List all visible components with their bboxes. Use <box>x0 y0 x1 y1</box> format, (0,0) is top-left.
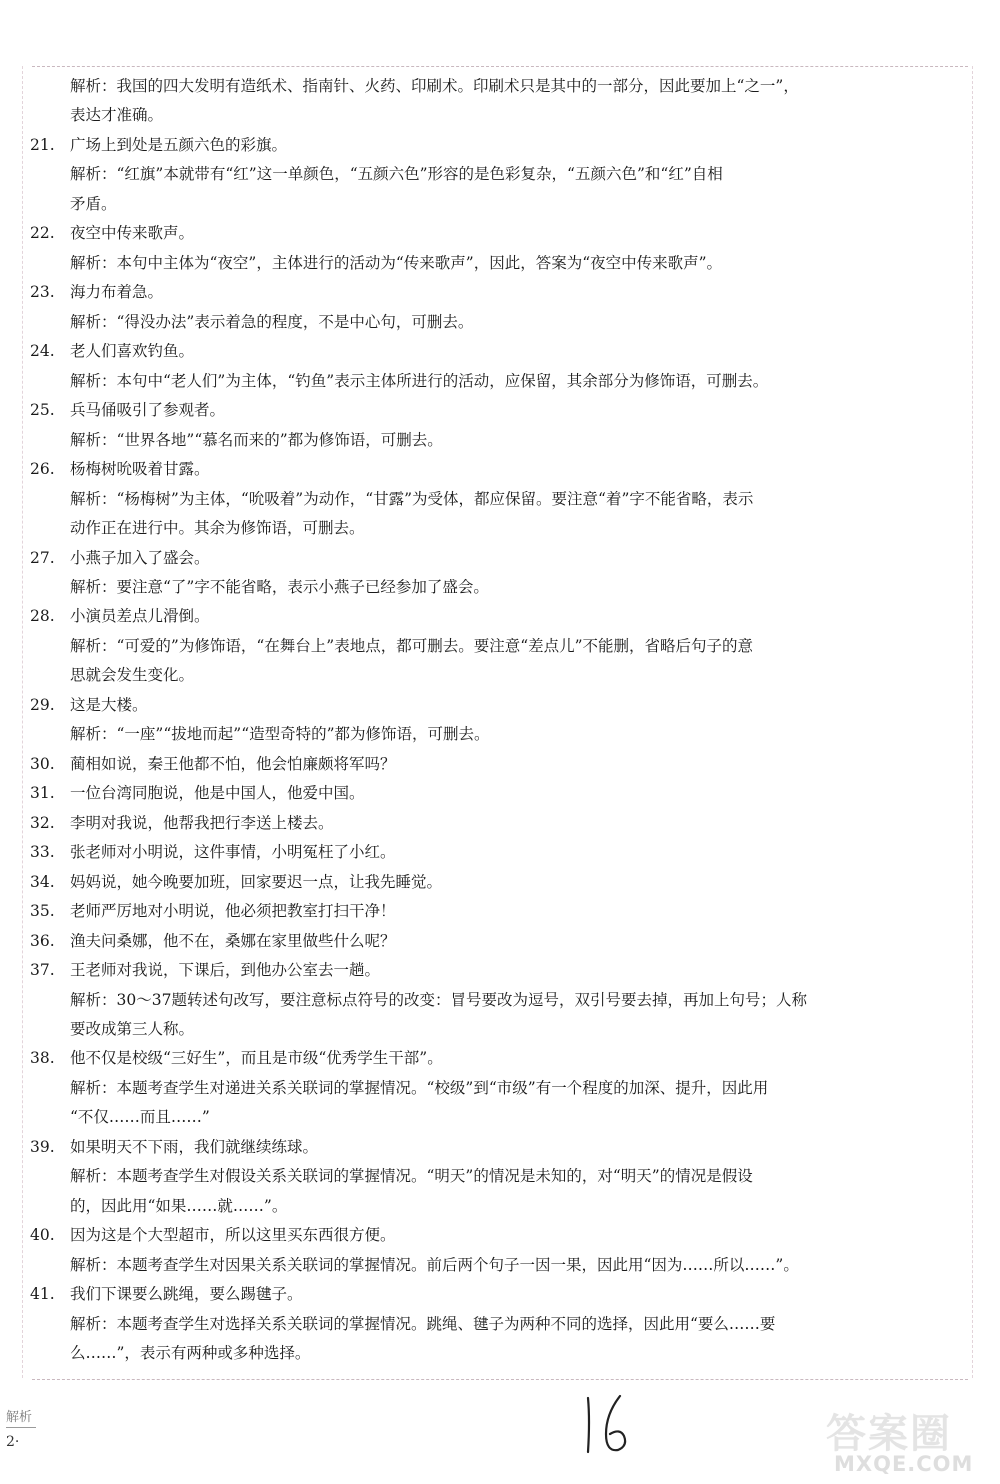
question-answer-text: 我们下课要么跳绳，要么踢毽子。 <box>70 1285 303 1304</box>
analysis-line: 解析：“可爱的”为修饰语，“在舞台上”表地点，都可删去。要注意“差点儿”不能删，省略后句子的意 <box>70 636 754 655</box>
question-answer-text: 因为这是个大型超市，所以这里买东西很方便。 <box>70 1226 396 1245</box>
analysis-continuation-line: 矛盾。 <box>70 194 117 213</box>
analysis-continuation-line: 思就会发生变化。 <box>70 666 195 685</box>
analysis-line: 解析：本句中主体为“夜空”，主体进行的活动为“传来歌声”，因此，答案为“夜空中传来歌声”。 <box>70 253 723 272</box>
question-number: 34. <box>30 872 55 891</box>
question-number: 40. <box>30 1226 55 1245</box>
analysis-line: 解析：本题考查学生对因果关系关联词的掌握情况。前后两个句子一因一果，因此用“因为……所以……”。 <box>70 1255 799 1274</box>
watermark-en: MXQE.COM <box>834 1452 974 1476</box>
question-number: 24. <box>30 342 55 361</box>
question-number: 29. <box>30 695 55 714</box>
handwritten-page-number <box>576 1390 636 1460</box>
question-number: 30. <box>30 754 55 773</box>
analysis-continuation-line: 要改成第三人称。 <box>70 1020 195 1038</box>
question-answer-text: 夜空中传来歌声。 <box>70 224 195 243</box>
question-line <box>30 868 950 897</box>
question-answer-text: 李明对我说，他帮我把行李送上楼去。 <box>70 813 334 832</box>
question-answer-text: 兵马俑吸引了参观者。 <box>70 401 226 420</box>
question-line <box>30 602 950 631</box>
question-number: 41. <box>30 1285 55 1304</box>
question-answer-text: 海力布着急。 <box>70 283 164 302</box>
question-number: 33. <box>30 843 55 862</box>
question-line <box>30 1044 950 1073</box>
watermark-cn: 答案圈 <box>826 1411 952 1457</box>
question-line <box>30 897 950 926</box>
question-line <box>30 809 950 838</box>
question-answer-text: 小燕子加入了盛会。 <box>70 548 210 567</box>
question-line <box>30 396 950 425</box>
page-number: 2· <box>6 1434 20 1450</box>
footer-section-label: 解析 <box>6 1406 36 1428</box>
answer-content <box>30 72 950 1369</box>
question-number: 21. <box>30 135 55 154</box>
question-line <box>30 927 950 956</box>
analysis-line: 解析：“杨梅树”为主体，“吮吸着”为动作，“甘露”为受体，都应保留。要注意“着”字不能省略，表示 <box>70 489 754 508</box>
question-number: 36. <box>30 931 55 950</box>
analysis-line: 解析：我国的四大发明有造纸术、指南针、火药、印刷术。印刷术只是其中的一部分，因此要加上“之一”， <box>70 77 799 95</box>
question-number: 22. <box>30 224 55 243</box>
question-line <box>30 1280 950 1309</box>
question-answer-text: 妈妈说，她今晚要加班，回家要迟一点，让我先睡觉。 <box>70 872 443 891</box>
analysis-line: 解析：“一座”“拔地而起”“造型奇特的”都为修饰语，可删去。 <box>70 725 490 744</box>
analysis-continuation-line: 表达才准确。 <box>70 106 164 125</box>
question-line <box>30 691 950 720</box>
question-number: 35. <box>30 902 55 921</box>
analysis-continuation-line: 么……”，表示有两种或多种选择。 <box>70 1344 311 1363</box>
question-number: 38. <box>30 1049 55 1068</box>
question-line <box>30 838 950 867</box>
question-number: 28. <box>30 607 55 626</box>
question-line <box>30 956 950 985</box>
analysis-line: 解析：“世界各地”“慕名而来的”都为修饰语，可删去。 <box>70 430 443 449</box>
question-answer-text: 这是大楼。 <box>70 695 148 714</box>
question-answer-text: 他不仅是校级“三好生”，而且是市级“优秀学生干部”。 <box>70 1049 443 1068</box>
question-answer-text: 小演员差点儿滑倒。 <box>70 607 210 626</box>
question-answer-text: 王老师对我说，下课后，到他办公室去一趟。 <box>70 961 381 980</box>
analysis-continuation-line: “不仅……而且……” <box>70 1108 210 1127</box>
question-answer-text: 一位台湾同胞说，他是中国人，他爱中国。 <box>70 784 365 803</box>
question-number: 26. <box>30 460 55 479</box>
question-number: 31. <box>30 784 55 803</box>
question-line <box>30 278 950 307</box>
question-number: 25. <box>30 401 55 420</box>
question-line <box>30 779 950 808</box>
question-number: 27. <box>30 548 55 567</box>
analysis-continuation-line: 的，因此用“如果……就……”。 <box>70 1196 288 1215</box>
analysis-line: 解析：要注意“了”字不能省略，表示小燕子已经参加了盛会。 <box>70 577 489 596</box>
question-number: 39. <box>30 1137 55 1156</box>
question-number: 32. <box>30 813 55 832</box>
question-answer-text: 渔夫问桑娜，他不在，桑娜在家里做些什么呢？ <box>70 931 396 950</box>
question-line <box>30 750 950 779</box>
question-answer-text: 广场上到处是五颜六色的彩旗。 <box>70 135 288 154</box>
question-line <box>30 337 950 366</box>
analysis-line: 解析：本句中“老人们”为主体，“钓鱼”表示主体所进行的活动，应保留，其余部分为修饰语，可删去。 <box>70 371 769 390</box>
analysis-line: 解析：本题考查学生对递进关系关联词的掌握情况。“校级”到“市级”有一个程度的加深、提升，因此用 <box>70 1078 769 1097</box>
question-answer-text: 老人们喜欢钓鱼。 <box>70 342 195 361</box>
analysis-line: 解析：30～37题转述句改写，要注意标点符号的改变：冒号要改为逗号，双引号要去掉，再加上句号；人称 <box>70 990 807 1009</box>
question-answer-text: 蔺相如说，秦王他都不怕，他会怕廉颇将军吗？ <box>70 754 396 773</box>
question-line <box>30 455 950 484</box>
analysis-line: 解析：本题考查学生对选择关系关联词的掌握情况。跳绳、毽子为两种不同的选择，因此用“要么……要 <box>70 1314 776 1333</box>
analysis-line: 解析：本题考查学生对假设关系关联词的掌握情况。“明天”的情况是未知的，对“明天”的情况是假设 <box>70 1167 753 1186</box>
question-line <box>30 1221 950 1250</box>
question-line <box>30 1133 950 1162</box>
question-number: 23. <box>30 283 55 302</box>
analysis-line: 解析：“得没办法”表示着急的程度，不是中心句，可删去。 <box>70 312 474 331</box>
frame-left-border <box>22 66 23 1378</box>
question-answer-text: 如果明天不下雨，我们就继续练球。 <box>70 1137 319 1156</box>
analysis-continuation-line: 动作正在进行中。其余为修饰语，可删去。 <box>70 519 365 538</box>
frame-right-border <box>972 66 973 1378</box>
watermark-logo <box>820 1402 990 1480</box>
analysis-line: 解析：“红旗”本就带有“红”这一单颜色，“五颜六色”形容的是色彩复杂，“五颜六色”和“红”自相 <box>70 165 723 184</box>
question-answer-text: 老师严厉地对小明说，他必须把教室打扫干净！ <box>70 902 396 921</box>
question-line <box>30 544 950 573</box>
question-answer-text: 杨梅树吮吸着甘露。 <box>70 460 210 479</box>
question-number: 37. <box>30 961 55 980</box>
question-line <box>30 219 950 248</box>
question-answer-text: 张老师对小明说，这件事情，小明冤枉了小红。 <box>70 843 396 862</box>
question-line <box>30 131 950 160</box>
